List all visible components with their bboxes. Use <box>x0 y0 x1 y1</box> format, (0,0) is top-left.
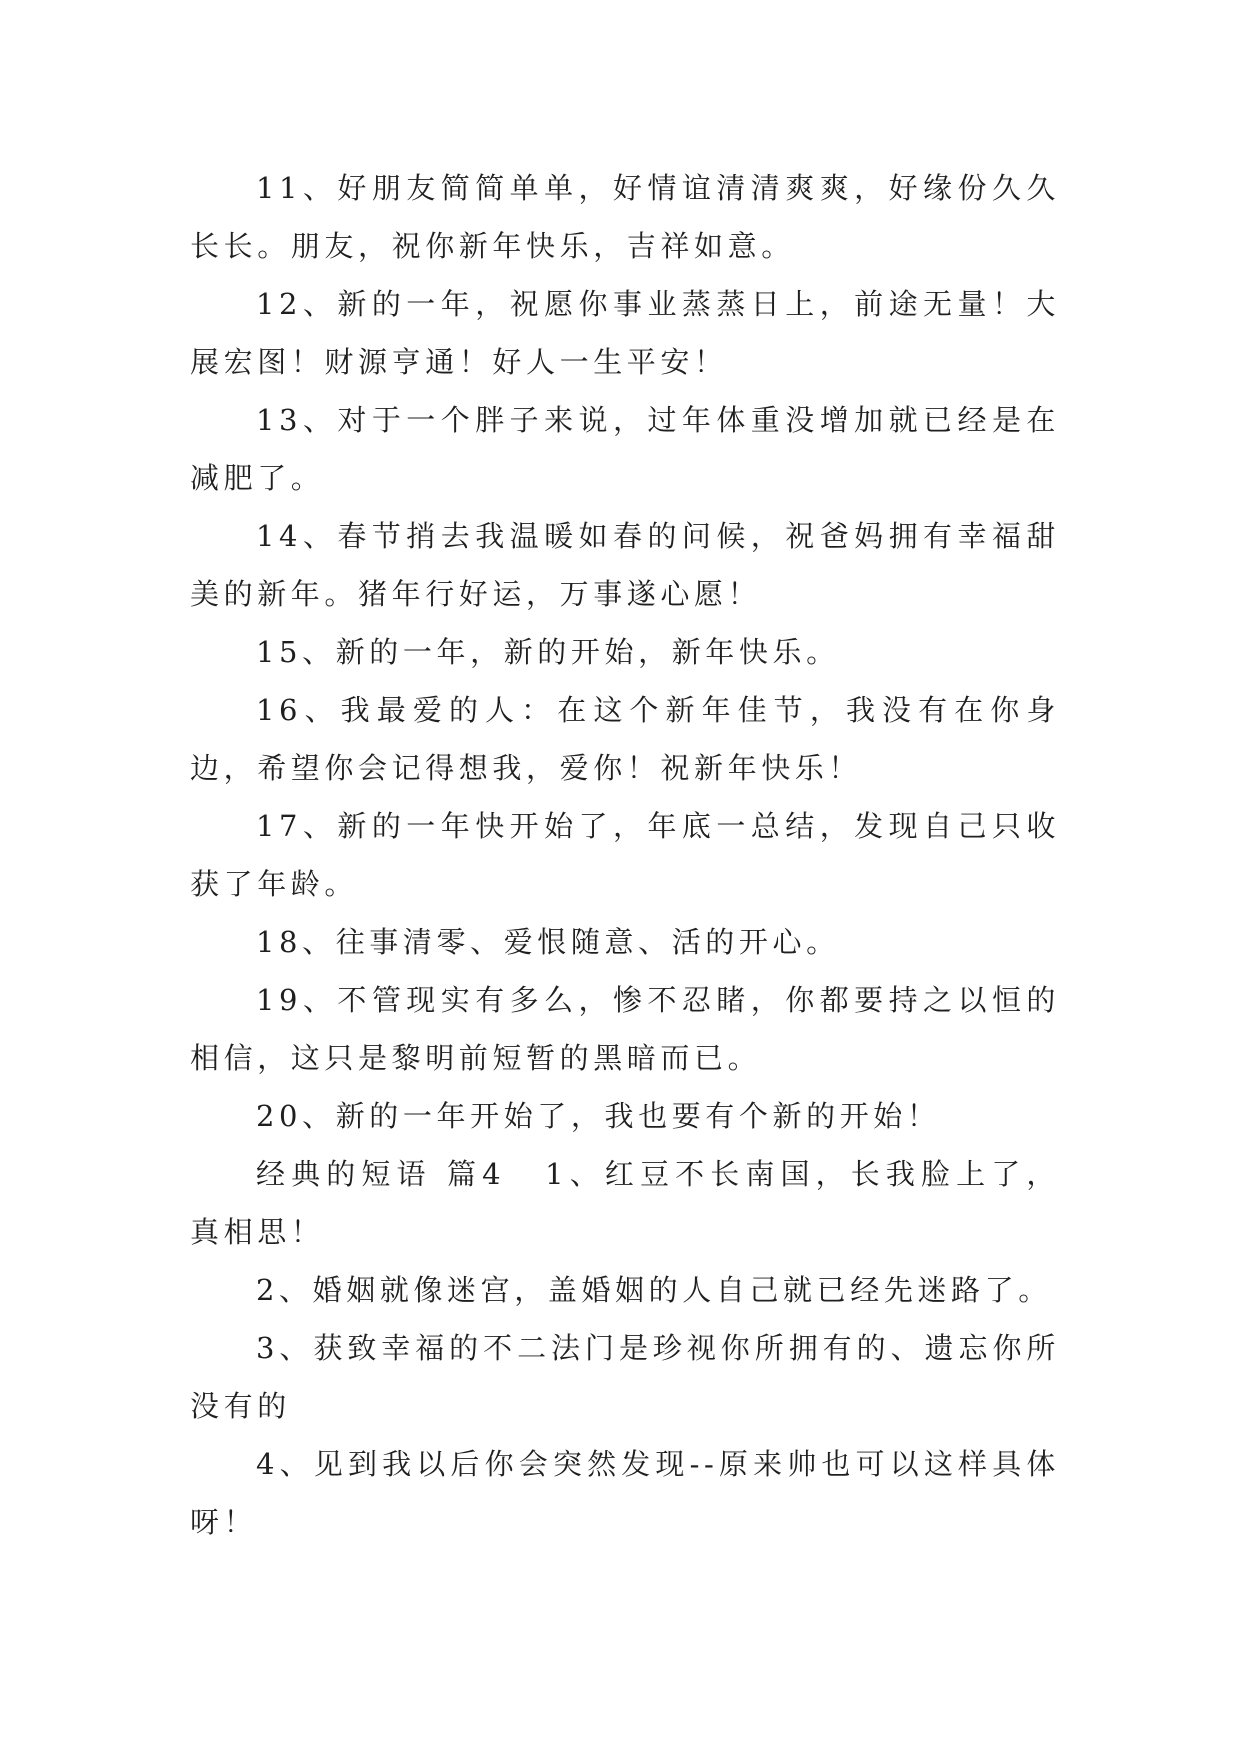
section-item-1: 1、红豆不长南国，长我脸上了，真相思！ <box>190 1157 1060 1249</box>
paragraph-20: 20、新的一年开始了，我也要有个新的开始！ <box>256 1099 941 1133</box>
paragraph-16: 16、我最爱的人：在这个新年佳节，我没有在你身边，希望你会记得想我，爱你！祝新年快乐！ <box>190 693 1060 785</box>
document-body <box>190 159 1060 1551</box>
section-heading-line <box>190 1145 1060 1261</box>
section-heading: 经典的短语 篇4 <box>256 1157 506 1191</box>
paragraph-14: 14、春节捎去我温暖如春的问候，祝爸妈拥有幸福甜美的新年。猪年行好运，万事遂心愿！ <box>190 519 1060 611</box>
paragraph-15: 15、新的一年，新的开始，新年快乐。 <box>256 635 840 669</box>
section-item-4: 4、见到我以后你会突然发现--原来帅也可以这样具体呀！ <box>190 1447 1060 1539</box>
section-item-3: 3、获致幸福的不二法门是珍视你所拥有的、遗忘你所没有的 <box>190 1331 1060 1423</box>
section-item-2: 2、婚姻就像迷宫，盖婚姻的人自己就已经先迷路了。 <box>256 1273 1052 1307</box>
paragraph-13: 13、对于一个胖子来说，过年体重没增加就已经是在减肥了。 <box>190 403 1060 495</box>
paragraph-12: 12、新的一年，祝愿你事业蒸蒸日上，前途无量！大展宏图！财源亨通！好人一生平安！ <box>190 287 1060 379</box>
paragraph-18: 18、往事清零、爱恨随意、活的开心。 <box>256 925 840 959</box>
paragraph-17: 17、新的一年快开始了，年底一总结，发现自己只收获了年龄。 <box>190 809 1060 901</box>
paragraph-11: 11、好朋友简简单单，好情谊清清爽爽，好缘份久久长长。朋友，祝你新年快乐，吉祥如意。 <box>190 171 1060 263</box>
paragraph-19: 19、不管现实有多么，惨不忍睹，你都要持之以恒的相信，这只是黎明前短暂的黑暗而已。 <box>190 983 1060 1075</box>
